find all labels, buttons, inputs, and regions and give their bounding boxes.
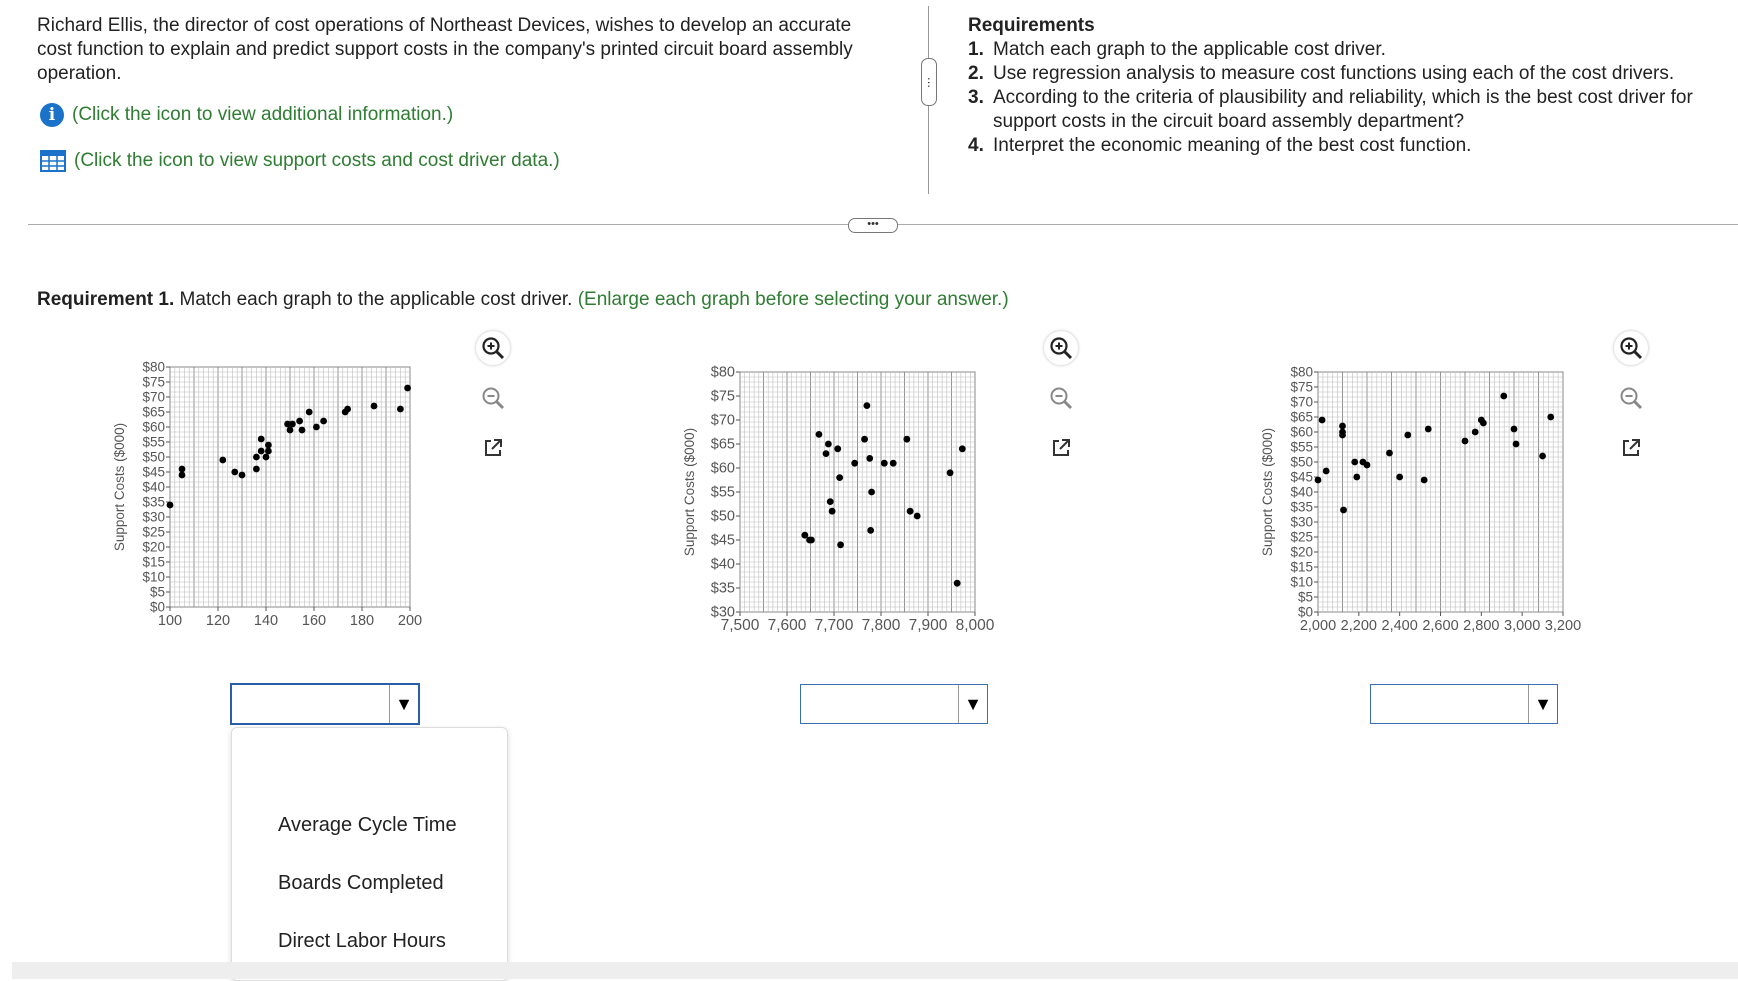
intro-line-3: operation. bbox=[37, 63, 122, 84]
x-tick-label: 140 bbox=[253, 613, 279, 629]
y-tick-label: $60 bbox=[710, 460, 735, 477]
data-point bbox=[1425, 426, 1432, 433]
data-point bbox=[890, 460, 897, 467]
data-point bbox=[1462, 438, 1469, 445]
data-point bbox=[903, 436, 910, 443]
zoom-out-button-1[interactable] bbox=[478, 383, 508, 413]
y-tick-label: $60 bbox=[142, 419, 165, 435]
option-boards-completed[interactable]: Boards Completed bbox=[278, 872, 444, 894]
data-table-text[interactable]: (Click the icon to view support costs and cost driver data.) bbox=[74, 150, 560, 171]
data-point bbox=[834, 445, 841, 452]
requirement-item-2: 2. Use regression analysis to measure cost functions using each of the cost drivers. bbox=[968, 63, 1675, 84]
data-point bbox=[1339, 423, 1346, 430]
requirements-panel bbox=[968, 14, 1738, 158]
data-point bbox=[1511, 426, 1518, 433]
y-axis-label: Support Costs ($000) bbox=[682, 427, 697, 557]
x-tick-label: 180 bbox=[349, 613, 375, 629]
data-point bbox=[837, 541, 844, 548]
y-tick-label: $50 bbox=[1290, 454, 1313, 470]
y-tick-label: $65 bbox=[1290, 409, 1313, 425]
data-point bbox=[1396, 474, 1403, 481]
y-tick-label: $50 bbox=[710, 508, 735, 525]
data-point bbox=[1364, 462, 1371, 469]
y-tick-label: $45 bbox=[142, 464, 165, 480]
y-tick-label: $80 bbox=[1290, 364, 1313, 380]
intro-text bbox=[37, 14, 907, 86]
data-point bbox=[258, 448, 265, 455]
data-point bbox=[397, 406, 404, 413]
requirement-item-1: 1. Match each graph to the applicable cost driver. bbox=[968, 39, 1386, 60]
horizontal-resize-handle[interactable]: ••• bbox=[848, 218, 898, 233]
requirement-item-4: 4. Interpret the economic meaning of the best cost function. bbox=[968, 135, 1472, 156]
data-point bbox=[827, 498, 834, 505]
y-tick-label: $35 bbox=[142, 494, 165, 510]
data-point bbox=[1421, 477, 1428, 484]
data-point bbox=[265, 448, 272, 455]
y-tick-label: $45 bbox=[710, 532, 735, 549]
data-point bbox=[320, 418, 327, 425]
data-point bbox=[1472, 429, 1479, 436]
data-point bbox=[296, 418, 303, 425]
data-point bbox=[1404, 432, 1411, 439]
data-point bbox=[253, 454, 260, 461]
cost-driver-dropdown-menu bbox=[231, 727, 508, 981]
y-tick-label: $35 bbox=[1290, 499, 1313, 515]
dropdown-arrow-icon[interactable]: ▼ bbox=[958, 685, 987, 723]
data-point bbox=[868, 489, 875, 496]
y-tick-label: $5 bbox=[1297, 589, 1313, 605]
zoom-in-icon bbox=[1618, 335, 1644, 361]
y-tick-label: $65 bbox=[142, 404, 165, 420]
y-tick-label: $30 bbox=[142, 509, 165, 525]
option-average-cycle-time[interactable]: Average Cycle Time bbox=[278, 814, 457, 836]
x-tick-label: 2,600 bbox=[1422, 618, 1459, 634]
data-point bbox=[1353, 474, 1360, 481]
y-tick-label: $70 bbox=[1290, 394, 1313, 410]
y-tick-label: $75 bbox=[710, 388, 735, 405]
dropdown-arrow-icon[interactable]: ▼ bbox=[389, 685, 418, 723]
data-point bbox=[179, 472, 186, 479]
data-point bbox=[179, 466, 186, 473]
y-tick-label: $60 bbox=[1290, 424, 1313, 440]
x-tick-label: 3,200 bbox=[1544, 618, 1582, 634]
data-point bbox=[371, 403, 378, 410]
table-grid-icon[interactable] bbox=[40, 150, 66, 172]
data-point bbox=[947, 469, 954, 476]
x-tick-label: 120 bbox=[205, 613, 231, 629]
option-direct-labor-hours[interactable]: Direct Labor Hours bbox=[278, 930, 446, 952]
y-tick-label: $75 bbox=[1290, 379, 1313, 395]
x-tick-label: 8,000 bbox=[955, 617, 995, 634]
intro-line-1: Richard Ellis, the director of cost operations of Northeast Devices, wishes to develop an accurate bbox=[37, 15, 852, 36]
y-tick-label: $10 bbox=[1290, 574, 1313, 590]
data-point bbox=[253, 466, 260, 473]
data-point bbox=[306, 409, 313, 416]
data-point bbox=[239, 472, 246, 479]
requirement-item-3: 3. According to the criteria of plausibility and reliability, which is the best cost driver for bbox=[968, 87, 1693, 108]
x-tick-label: 2,400 bbox=[1381, 618, 1418, 634]
data-table-link[interactable] bbox=[40, 150, 560, 172]
bottom-scrollbar-track[interactable] bbox=[12, 962, 1738, 979]
cost-driver-select-3[interactable] bbox=[1370, 684, 1558, 724]
external-link-icon bbox=[1049, 436, 1073, 460]
data-point bbox=[1351, 459, 1358, 466]
x-tick-label: 160 bbox=[301, 613, 327, 629]
y-tick-label: $15 bbox=[142, 554, 165, 570]
y-tick-label: $70 bbox=[142, 389, 165, 405]
data-point bbox=[836, 474, 843, 481]
data-point bbox=[1500, 393, 1507, 400]
x-tick-label: 200 bbox=[397, 613, 423, 629]
data-point bbox=[167, 502, 174, 509]
x-tick-label: 3,000 bbox=[1504, 618, 1541, 634]
requirement-item-3-cont: support costs in the circuit board assembly department? bbox=[993, 111, 1465, 132]
question-line bbox=[37, 288, 1009, 312]
y-tick-label: $15 bbox=[1290, 559, 1313, 575]
y-tick-label: $80 bbox=[142, 359, 165, 375]
data-point bbox=[1513, 441, 1520, 448]
data-point bbox=[1480, 420, 1487, 427]
requirements-title: Requirements bbox=[968, 15, 1095, 36]
data-point bbox=[1539, 453, 1546, 460]
cost-driver-select-2[interactable] bbox=[800, 684, 988, 724]
data-point bbox=[313, 424, 320, 431]
zoom-in-button-3[interactable] bbox=[1614, 331, 1648, 365]
vertical-resize-handle[interactable]: ⋯ bbox=[921, 58, 937, 106]
x-tick-label: 7,800 bbox=[861, 617, 901, 634]
dropdown-arrow-icon[interactable]: ▼ bbox=[1528, 685, 1557, 723]
data-point bbox=[881, 460, 888, 467]
y-tick-label: $30 bbox=[710, 604, 735, 621]
y-axis-label: Support Costs ($000) bbox=[112, 422, 127, 552]
data-point bbox=[265, 442, 272, 449]
x-tick-label: 2,000 bbox=[1299, 618, 1337, 634]
y-tick-label: $70 bbox=[710, 412, 735, 429]
data-point bbox=[1340, 507, 1347, 514]
data-point bbox=[258, 436, 265, 443]
y-tick-label: $20 bbox=[1290, 544, 1313, 560]
y-axis-label: Support Costs ($000) bbox=[1260, 427, 1275, 557]
y-tick-label: $30 bbox=[1290, 514, 1313, 530]
data-point bbox=[344, 406, 351, 413]
data-point bbox=[866, 455, 873, 462]
question-hint: (Enlarge each graph before selecting your answer.) bbox=[577, 289, 1009, 310]
data-point bbox=[816, 431, 823, 438]
data-point bbox=[851, 460, 858, 467]
zoom-in-button-1[interactable] bbox=[476, 331, 510, 365]
additional-info-text[interactable]: (Click the icon to view additional information.) bbox=[72, 104, 454, 125]
x-tick-label: 7,600 bbox=[767, 617, 807, 634]
info-icon[interactable]: i bbox=[40, 103, 64, 127]
external-link-icon bbox=[1619, 436, 1643, 460]
data-point bbox=[404, 385, 411, 392]
y-tick-label: $40 bbox=[142, 479, 165, 495]
x-tick-label: 100 bbox=[157, 613, 183, 629]
x-tick-label: 7,900 bbox=[908, 617, 948, 634]
intro-line-2: cost function to explain and predict support costs in the company's printed circuit board assembly bbox=[37, 39, 853, 60]
data-point bbox=[907, 508, 914, 515]
data-point bbox=[829, 508, 836, 515]
external-link-icon bbox=[481, 436, 505, 460]
data-point bbox=[1319, 417, 1326, 424]
data-point bbox=[825, 441, 832, 448]
scatter-chart-3 bbox=[1250, 360, 1620, 670]
question-text: Match each graph to the applicable cost driver. bbox=[179, 289, 573, 310]
data-point bbox=[864, 402, 871, 409]
popout-button-2[interactable] bbox=[1046, 433, 1076, 463]
data-point bbox=[287, 427, 294, 434]
popout-button-3[interactable] bbox=[1616, 433, 1646, 463]
y-tick-label: $25 bbox=[142, 524, 165, 540]
data-point bbox=[263, 454, 270, 461]
zoom-in-button-2[interactable] bbox=[1044, 331, 1078, 365]
data-point bbox=[299, 427, 306, 434]
data-point bbox=[289, 421, 296, 428]
y-tick-label: $50 bbox=[142, 449, 165, 465]
scatter-chart-2 bbox=[680, 360, 1050, 670]
zoom-out-button-2[interactable] bbox=[1046, 383, 1076, 413]
y-tick-label: $55 bbox=[710, 484, 735, 501]
y-tick-label: $75 bbox=[142, 374, 165, 390]
data-point bbox=[1386, 450, 1393, 457]
x-tick-label: 2,200 bbox=[1340, 618, 1377, 634]
question-label: Requirement 1. bbox=[37, 289, 175, 310]
data-point bbox=[1339, 432, 1346, 439]
popout-button-1[interactable] bbox=[478, 433, 508, 463]
y-tick-label: $20 bbox=[142, 539, 165, 555]
zoom-in-icon bbox=[480, 335, 506, 361]
x-tick-label: 7,500 bbox=[720, 617, 760, 634]
data-point bbox=[823, 450, 830, 457]
zoom-out-icon bbox=[1618, 385, 1644, 411]
y-tick-label: $25 bbox=[1290, 529, 1313, 545]
cost-driver-select-1[interactable] bbox=[230, 683, 420, 725]
y-tick-label: $10 bbox=[142, 569, 165, 585]
y-tick-label: $5 bbox=[149, 584, 165, 600]
data-point bbox=[861, 436, 868, 443]
data-point bbox=[219, 457, 226, 464]
y-tick-label: $40 bbox=[710, 556, 735, 573]
data-point bbox=[1547, 414, 1554, 421]
y-tick-label: $0 bbox=[1297, 604, 1313, 620]
data-point bbox=[231, 469, 238, 476]
y-tick-label: $45 bbox=[1290, 469, 1313, 485]
zoom-out-button-3[interactable] bbox=[1616, 383, 1646, 413]
data-point bbox=[954, 580, 961, 587]
x-tick-label: 2,800 bbox=[1463, 618, 1500, 634]
zoom-in-icon bbox=[1048, 335, 1074, 361]
y-tick-label: $80 bbox=[710, 364, 735, 381]
y-tick-label: $40 bbox=[1290, 484, 1313, 500]
y-tick-label: $0 bbox=[149, 599, 165, 615]
data-point bbox=[914, 513, 921, 520]
additional-info-link[interactable] bbox=[40, 103, 453, 127]
data-point bbox=[959, 445, 966, 452]
y-tick-label: $55 bbox=[1290, 439, 1313, 455]
y-tick-label: $55 bbox=[142, 434, 165, 450]
y-tick-label: $65 bbox=[710, 436, 735, 453]
zoom-out-icon bbox=[480, 385, 506, 411]
data-point bbox=[867, 527, 874, 534]
data-point bbox=[808, 537, 815, 544]
scatter-chart-1 bbox=[110, 355, 480, 670]
zoom-out-icon bbox=[1048, 385, 1074, 411]
data-point bbox=[1323, 468, 1330, 475]
data-point bbox=[1315, 477, 1322, 484]
x-tick-label: 7,700 bbox=[814, 617, 854, 634]
y-tick-label: $35 bbox=[710, 580, 735, 597]
